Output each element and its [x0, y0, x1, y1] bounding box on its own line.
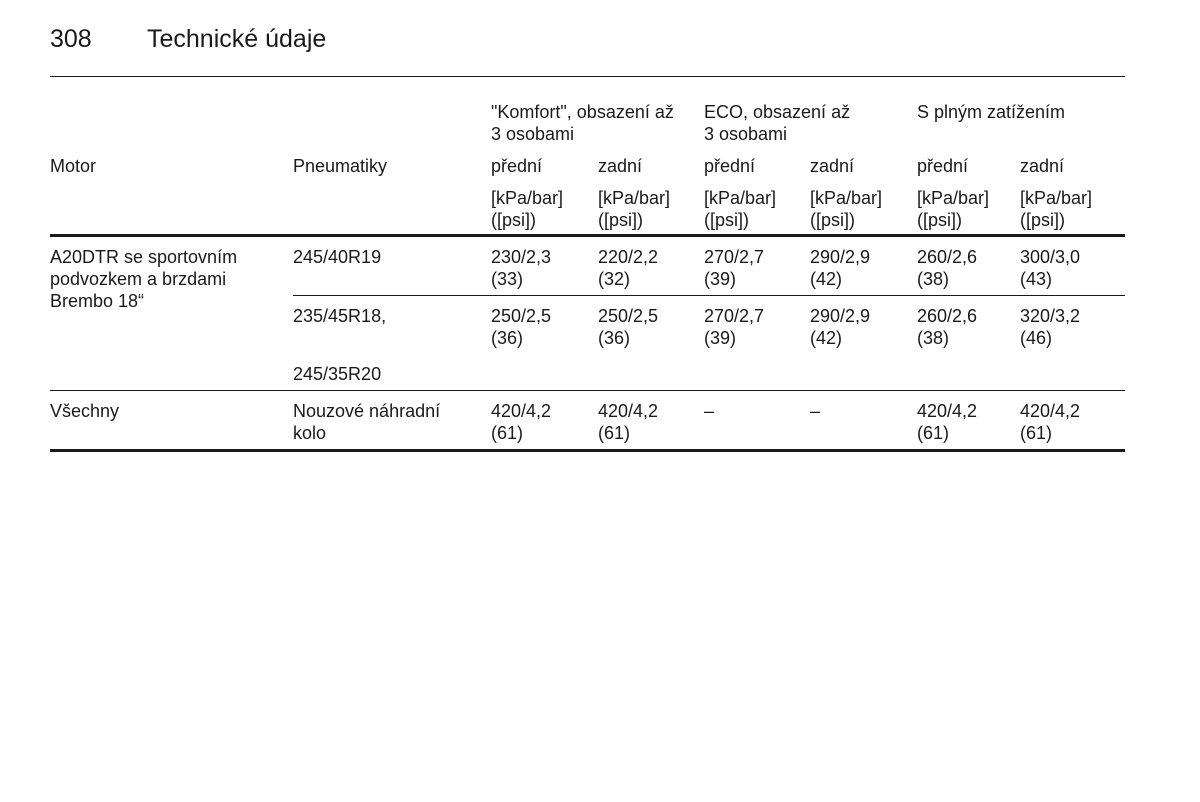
unit-label: ([psi]) [917, 210, 962, 230]
tire-size-cell-line: kolo [293, 423, 327, 443]
tire-size-cell-line: 245/40R19 [293, 247, 382, 267]
page-title: Technické údaje [147, 25, 327, 53]
pressure-value: (61) [1020, 423, 1053, 443]
pressure-value: (61) [598, 423, 631, 443]
pressure-value: – [704, 401, 715, 421]
motor-cell-line: A20DTR se sportovním [50, 247, 238, 267]
pressure-value: 220/2,2 [598, 247, 659, 267]
unit-label: [kPa/bar] [810, 188, 883, 208]
pressure-value: 320/3,2 [1020, 306, 1081, 326]
unit-label: [kPa/bar] [598, 188, 671, 208]
column-header-front: přední [491, 156, 543, 176]
pressure-value: 270/2,7 [704, 247, 765, 267]
pressure-value: 250/2,5 [491, 306, 552, 326]
column-header-front: přední [704, 156, 756, 176]
group-header-line: 3 osobami [704, 124, 788, 144]
group-divider [50, 390, 1125, 391]
group-header-line: "Komfort", obsazení až [491, 102, 674, 122]
unit-label: ([psi]) [598, 210, 643, 230]
pressure-value: 230/2,3 [491, 247, 552, 267]
page-number: 308 [50, 25, 92, 53]
pressure-value: 420/4,2 [917, 401, 978, 421]
motor-cell-line: Brembo 18“ [50, 291, 145, 311]
column-header-rear: zadní [1020, 156, 1065, 176]
pressure-value: (33) [491, 269, 524, 289]
pressure-value: 300/3,0 [1020, 247, 1081, 267]
pressure-value: 260/2,6 [917, 247, 978, 267]
column-header-rear: zadní [598, 156, 643, 176]
unit-label: ([psi]) [1020, 210, 1065, 230]
tire-size-cell-line: 245/35R20 [293, 364, 382, 384]
pressure-value: (61) [917, 423, 950, 443]
group-header-line: ECO, obsazení až [704, 102, 851, 122]
group-header-line: S plným zatížením [917, 102, 1066, 122]
motor-cell-line: podvozkem a brzdami [50, 269, 227, 289]
pressure-value: (61) [491, 423, 524, 443]
pressure-value: (39) [704, 328, 737, 348]
pressure-value: – [810, 401, 821, 421]
pressure-value: 290/2,9 [810, 247, 871, 267]
group-header-line: 3 osobami [491, 124, 575, 144]
pressure-value: (38) [917, 328, 950, 348]
pressure-value: (38) [917, 269, 950, 289]
unit-label: ([psi]) [491, 210, 536, 230]
table-header-rule [50, 234, 1125, 237]
column-header-tires: Pneumatiky [293, 156, 388, 176]
column-header-motor: Motor [50, 156, 97, 176]
unit-label: [kPa/bar] [1020, 188, 1093, 208]
unit-label: [kPa/bar] [917, 188, 990, 208]
unit-label: ([psi]) [810, 210, 855, 230]
column-header-front: přední [917, 156, 969, 176]
tire-pressure-table [50, 0, 1125, 460]
pressure-value: (43) [1020, 269, 1053, 289]
pressure-value: 250/2,5 [598, 306, 659, 326]
unit-label: ([psi]) [704, 210, 749, 230]
pressure-value: 260/2,6 [917, 306, 978, 326]
pressure-value: (32) [598, 269, 631, 289]
pressure-value: (46) [1020, 328, 1053, 348]
row-divider [293, 295, 1125, 296]
pressure-value: (39) [704, 269, 737, 289]
tire-size-cell-line: Nouzové náhradní [293, 401, 441, 421]
pressure-value: 420/4,2 [598, 401, 659, 421]
motor-cell-line: Všechny [50, 401, 120, 421]
pressure-value: 420/4,2 [491, 401, 552, 421]
unit-label: [kPa/bar] [704, 188, 777, 208]
unit-label: [kPa/bar] [491, 188, 564, 208]
column-header-rear: zadní [810, 156, 855, 176]
pressure-value: (36) [491, 328, 524, 348]
pressure-value: (42) [810, 328, 843, 348]
pressure-value: (42) [810, 269, 843, 289]
pressure-value: 270/2,7 [704, 306, 765, 326]
pressure-value: (36) [598, 328, 631, 348]
pressure-value: 420/4,2 [1020, 401, 1081, 421]
table-bottom-rule [50, 449, 1125, 452]
tire-size-cell-line: 235/45R18, [293, 306, 387, 326]
pressure-value: 290/2,9 [810, 306, 871, 326]
